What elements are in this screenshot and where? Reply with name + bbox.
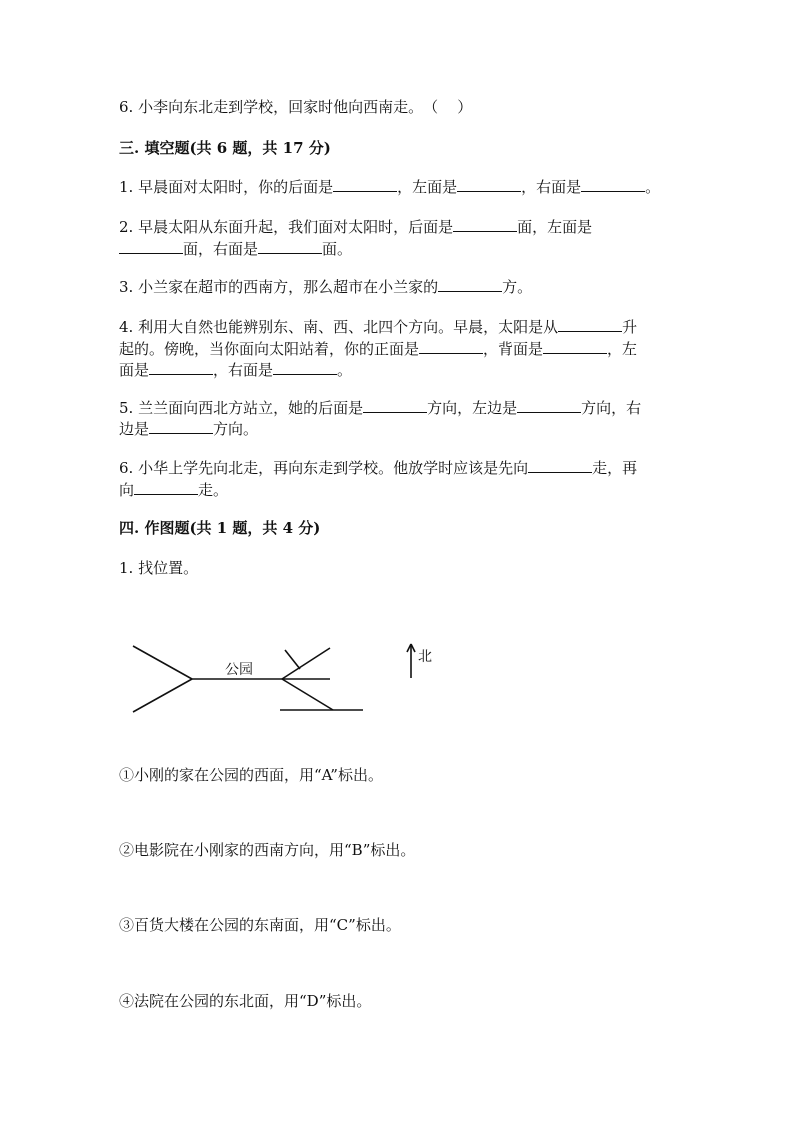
answer-blank[interactable]	[581, 177, 645, 192]
fill-question-1: 1. 早晨面对太阳时，你的后面是 ，左面是 ，右面是 。	[119, 178, 661, 196]
section-title-fill-in: 三. 填空题(共 6 题，共 17 分)	[119, 139, 331, 157]
draw-question-1: 1. 找位置。	[119, 559, 199, 577]
road-line	[282, 648, 330, 679]
fill-question-5: 5. 兰兰面向西北方站立，她的后面是 方向，左边是 方向，右	[119, 399, 642, 417]
road-line	[282, 679, 333, 710]
road-line	[285, 650, 300, 669]
fill-question-2-cont: 面，右面是 面。	[119, 238, 352, 259]
road-line	[133, 679, 192, 712]
answer-blank[interactable]	[119, 239, 183, 254]
fill-question-3: 3. 小兰家在超市的西南方，那么超市在小兰家的 方。	[119, 278, 533, 296]
answer-blank[interactable]	[517, 398, 581, 413]
fill-question-4: 4. 利用大自然也能辨别东、南、西、北四个方向。早晨，太阳是从 升	[119, 318, 638, 336]
answer-blank[interactable]	[543, 339, 607, 354]
draw-item-a: ①小刚的家在公园的西面，用“A”标出。	[119, 766, 383, 784]
north-label: 北	[418, 649, 432, 665]
park-label: 公园	[225, 662, 253, 678]
answer-blank[interactable]	[363, 398, 427, 413]
fill-question-2: 2. 早晨太阳从东面升起，我们面对太阳时，后面是 面，左面是	[119, 218, 593, 236]
answer-blank[interactable]	[258, 239, 322, 254]
draw-item-c: ③百货大楼在公园的东南面，用“C”标出。	[119, 916, 401, 934]
answer-blank[interactable]	[273, 360, 337, 375]
answer-blank[interactable]	[558, 317, 622, 332]
answer-blank[interactable]	[419, 339, 483, 354]
answer-blank[interactable]	[149, 360, 213, 375]
draw-item-b: ②电影院在小刚家的西南方向，用“B”标出。	[119, 841, 416, 859]
question-text: 6. 小李向东北走到学校，回家时他向西南走。	[119, 98, 424, 116]
fill-question-4-cont2: 面是 ，右面是 。	[119, 361, 353, 379]
answer-blank[interactable]	[333, 177, 397, 192]
answer-blank[interactable]	[149, 419, 213, 434]
answer-blank[interactable]	[457, 177, 521, 192]
fill-question-4-cont: 起的。傍晚，当你面向太阳站着，你的正面是 ，背面是 ，左	[119, 340, 638, 358]
park-map-diagram[interactable]	[125, 636, 445, 718]
fill-question-6-cont: 向 走。	[119, 481, 229, 499]
answer-blank[interactable]	[134, 480, 198, 495]
answer-blank[interactable]	[453, 217, 517, 232]
answer-blank[interactable]	[438, 277, 502, 292]
answer-blank[interactable]	[528, 458, 592, 473]
judge-question-6	[119, 96, 473, 117]
draw-item-d: ④法院在公园的东北面，用“D”标出。	[119, 992, 372, 1010]
section-title-drawing: 四. 作图题(共 1 题，共 4 分)	[119, 519, 321, 537]
fill-question-6: 6. 小华上学先向北走，再向东走到学校。他放学时应该是先向 走，再	[119, 459, 638, 477]
fill-question-5-cont: 边是 方向。	[119, 420, 259, 438]
answer-paren[interactable]: （ ）	[423, 98, 473, 116]
road-line	[133, 646, 192, 679]
